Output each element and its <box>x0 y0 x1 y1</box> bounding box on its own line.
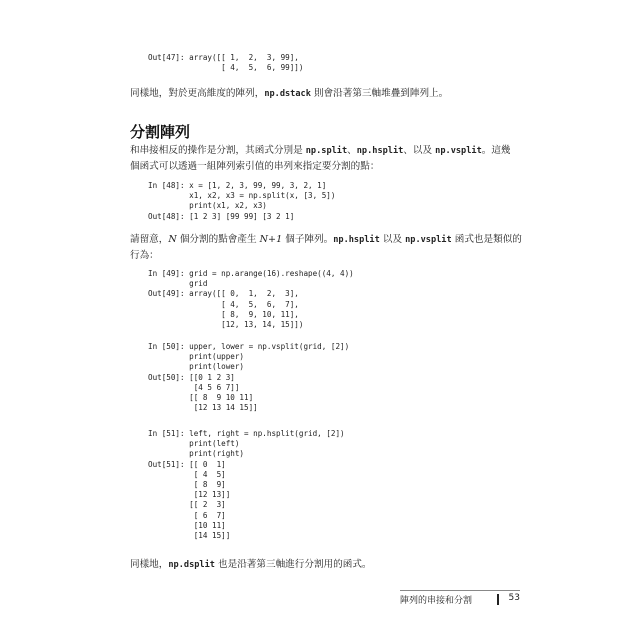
footer-chapter-title: 陣列的串接和分割 <box>400 596 473 606</box>
inline-code: np.hsplit <box>356 146 404 156</box>
paragraph-text: 則會沿著第三軸堆疊到陣列上。 <box>310 88 449 99</box>
paragraph-dstack <box>130 85 448 103</box>
paragraph-text: 、 <box>347 145 357 156</box>
inline-code: np.vsplit <box>435 146 482 156</box>
paragraph-text: 。這幾 <box>481 145 511 156</box>
paragraph-text: 同樣地，對於更高維度的陣列， <box>130 88 265 99</box>
code-in50: In [50]: upper, lower = np.vsplit(grid, [2]) print(upper) print(lower) Out[50]: [[0 1 2 3] [4 5 6 7]] [[ 8 9 10 11] [12 13 14 15]] <box>148 342 350 413</box>
page-footer <box>400 593 520 607</box>
paragraph-text: 個分割的點會產生 <box>176 234 260 245</box>
inline-code: np.split <box>305 146 348 156</box>
code-in49: In [49]: grid = np.arange(16).reshape((4, 4)) grid Out[49]: array([[ 0, 1, 2, 3], [ 4, 5, 6, 7], [ 8, 9, 10, 11], [12, 13, 14, 15]]) <box>148 269 354 330</box>
inline-code: np.dsplit <box>168 560 215 570</box>
paragraph-text: 以及 <box>379 234 406 245</box>
paragraph-note-line1 <box>130 231 522 249</box>
code-in51: In [51]: left, right = np.hsplit(grid, [2]) print(left) print(right) Out[51]: [[ 0 1] [ 4 5] [ 8 9] [12 13]] [[ 2 3] [ 6 7] [10 11] [14 15]] <box>148 429 345 541</box>
paragraph-text: 同樣地， <box>130 559 169 570</box>
paragraph-note-line2: 行為： <box>130 250 159 261</box>
paragraph-text: 、以及 <box>403 145 436 156</box>
paragraph-text: 和串接相反的操作是分割，其函式分別是 <box>130 145 306 156</box>
math-n-plus-1: N+1 <box>259 234 283 245</box>
footer-rule <box>400 590 520 591</box>
paragraph-text: 個子陣列。 <box>282 234 334 245</box>
math-n: N <box>168 234 177 245</box>
page-number: 53 <box>508 593 520 603</box>
inline-code: np.hsplit <box>333 235 380 245</box>
footer-separator <box>497 594 499 605</box>
inline-code: np.dstack <box>264 89 311 99</box>
section-heading: 分割陣列 <box>130 123 191 141</box>
inline-code: np.vsplit <box>405 235 452 245</box>
code-out47: Out[47]: array([[ 1, 2, 3, 99], [ 4, 5, 6, 99]]) <box>148 53 304 73</box>
paragraph-text: 也是沿著第三軸進行分割用的函式。 <box>214 559 372 570</box>
paragraph-text: 請留意， <box>130 234 169 245</box>
paragraph-split-line2: 個函式可以透過一組陣列索引值的串列來指定要分割的點： <box>130 161 380 172</box>
code-in48: In [48]: x = [1, 2, 3, 99, 99, 3, 2, 1] x1, x2, x3 = np.split(x, [3, 5]) print(x1, x2, x3) Out[48]: [1 2 3] [99 99] [3 2 1] <box>148 181 336 221</box>
paragraph-dsplit <box>130 556 372 574</box>
paragraph-text: 函式也是類似的 <box>451 234 522 245</box>
